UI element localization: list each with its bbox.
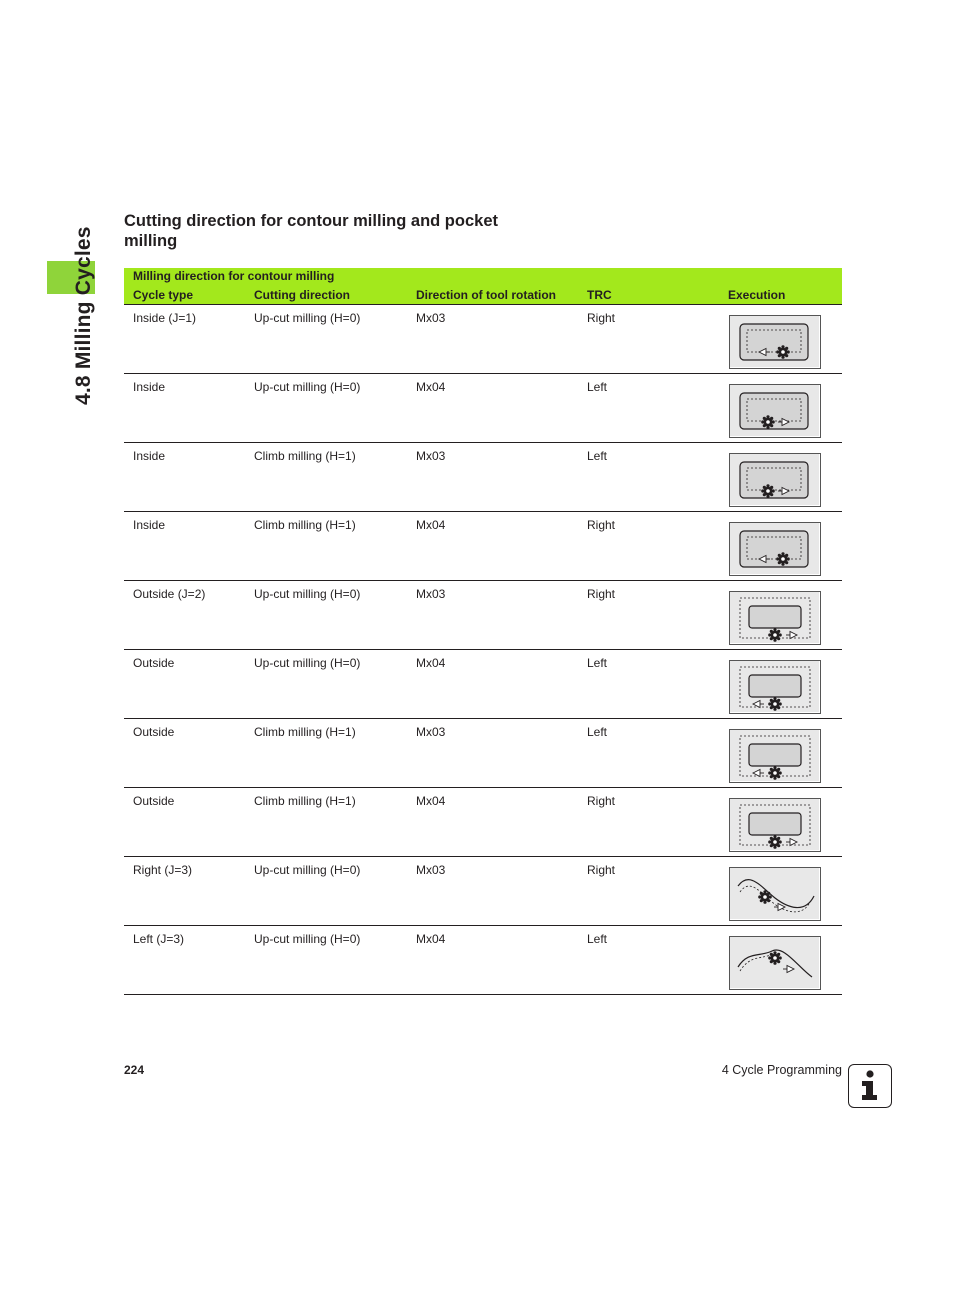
cell-cutting-direction: Up-cut milling (H=0)	[254, 932, 361, 946]
cell-cutting-direction: Up-cut milling (H=0)	[254, 656, 361, 670]
table-row	[124, 374, 842, 443]
cell-cycle-type: Inside	[133, 380, 166, 394]
header-tool-rotation: Direction of tool rotation	[416, 288, 556, 302]
cell-trc: Right	[587, 863, 616, 877]
cell-tool-rotation: Mx04	[416, 518, 446, 532]
cell-tool-rotation: Mx03	[416, 863, 446, 877]
milling-direction-table	[124, 268, 842, 995]
cell-tool-rotation: Mx03	[416, 449, 446, 463]
cell-trc: Right	[587, 587, 616, 601]
cell-tool-rotation: Mx03	[416, 587, 446, 601]
chapter-label: 4 Cycle Programming	[721, 1063, 842, 1077]
inside-contour-arrow-left-icon	[729, 522, 821, 576]
table-row	[124, 443, 842, 512]
table-header	[124, 268, 842, 305]
header-execution: Execution	[728, 288, 786, 302]
cell-cutting-direction: Up-cut milling (H=0)	[254, 380, 361, 394]
header-cycle-type: Cycle type	[133, 288, 194, 302]
cell-tool-rotation: Mx03	[416, 311, 446, 325]
table-row	[124, 926, 842, 995]
cell-cycle-type: Inside	[133, 518, 166, 532]
table-row	[124, 512, 842, 581]
table-row	[124, 650, 842, 719]
cell-cutting-direction: Up-cut milling (H=0)	[254, 587, 361, 601]
cell-trc: Left	[587, 656, 608, 670]
cell-cycle-type: Left (J=3)	[133, 932, 185, 946]
cell-trc: Right	[587, 794, 616, 808]
cell-cutting-direction: Climb milling (H=1)	[254, 449, 356, 463]
table-row	[124, 719, 842, 788]
cell-cycle-type: Outside	[133, 725, 175, 739]
cell-trc: Left	[587, 380, 608, 394]
cell-tool-rotation: Mx04	[416, 656, 446, 670]
inside-contour-arrow-left-icon	[729, 315, 821, 369]
cell-cutting-direction: Climb milling (H=1)	[254, 794, 356, 808]
cell-cycle-type: Outside	[133, 656, 175, 670]
header-cutting-direction: Cutting direction	[254, 288, 350, 302]
cell-trc: Right	[587, 518, 616, 532]
header-trc: TRC	[587, 288, 612, 302]
cell-cycle-type: Right (J=3)	[133, 863, 193, 877]
inside-contour-arrow-right-icon	[729, 453, 821, 507]
page-number: 224	[124, 1063, 145, 1077]
section-heading: Cutting direction for contour milling and pocket milling	[124, 212, 498, 250]
table-row	[124, 857, 842, 926]
cell-cycle-type: Outside (J=2)	[133, 587, 206, 601]
cell-cutting-direction: Up-cut milling (H=0)	[254, 311, 361, 325]
cell-cycle-type: Inside	[133, 449, 166, 463]
free-contour-right-icon	[729, 867, 821, 921]
table-body	[124, 305, 842, 995]
table-row	[124, 581, 842, 650]
cell-trc: Left	[587, 725, 608, 739]
inside-contour-arrow-right-icon	[729, 384, 821, 438]
cell-cycle-type: Inside (J=1)	[133, 311, 197, 325]
cell-cycle-type: Outside	[133, 794, 175, 808]
sidebar-section-title: 4.8 Milling Cycles	[72, 226, 95, 405]
cell-trc: Left	[587, 449, 608, 463]
table-row	[124, 788, 842, 857]
cell-tool-rotation: Mx04	[416, 380, 446, 394]
outside-contour-arrow-right-icon	[729, 591, 821, 645]
table-row	[124, 305, 842, 374]
table-caption: Milling direction for contour milling	[133, 269, 335, 283]
cell-cutting-direction: Climb milling (H=1)	[254, 518, 356, 532]
outside-contour-arrow-left-icon	[729, 729, 821, 783]
cell-tool-rotation: Mx03	[416, 725, 446, 739]
free-contour-left-icon	[729, 936, 821, 990]
cell-cutting-direction: Climb milling (H=1)	[254, 725, 356, 739]
cell-tool-rotation: Mx04	[416, 932, 446, 946]
cell-cutting-direction: Up-cut milling (H=0)	[254, 863, 361, 877]
outside-contour-arrow-left-icon	[729, 660, 821, 714]
outside-contour-arrow-right-icon	[729, 798, 821, 852]
cell-trc: Left	[587, 932, 608, 946]
cell-trc: Right	[587, 311, 616, 325]
cell-tool-rotation: Mx04	[416, 794, 446, 808]
info-icon[interactable]	[848, 1064, 892, 1108]
